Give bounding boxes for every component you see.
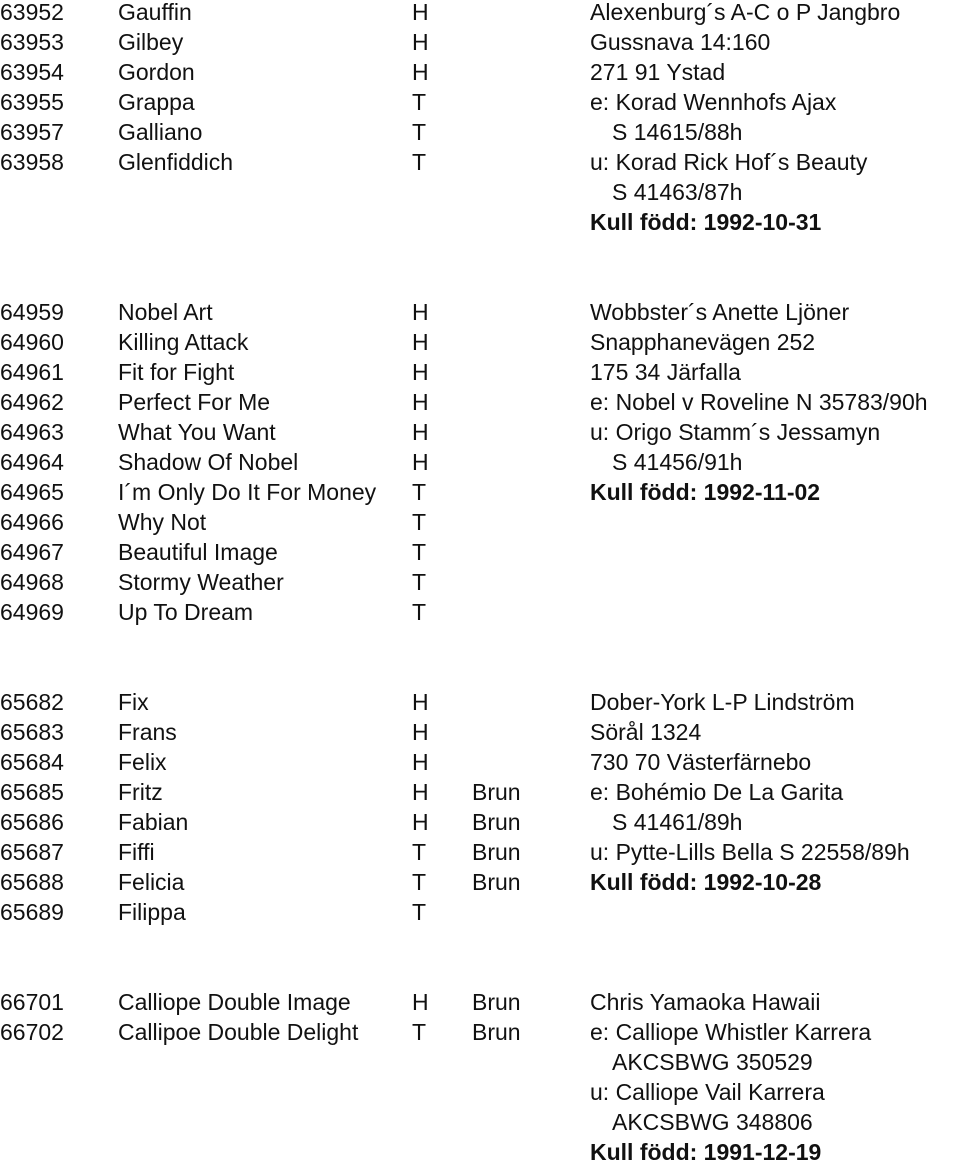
sire-registration: S 14615/88h (612, 119, 743, 145)
sire-info: e: Korad Wennhofs Ajax (590, 89, 837, 115)
sex: H (412, 0, 429, 25)
table-row (0, 987, 960, 1017)
table-row (0, 1137, 960, 1167)
registration-number: 63957 (0, 119, 64, 145)
registration-number: 65686 (0, 809, 64, 835)
litter-birth-date: Kull född: 1992-10-31 (590, 209, 822, 235)
registration-number: 65682 (0, 689, 64, 715)
table-row (0, 507, 960, 537)
litter-block (0, 687, 960, 927)
coat-color: Brun (472, 1019, 521, 1045)
table-row (0, 867, 960, 897)
table-row (0, 567, 960, 597)
table-row (0, 27, 960, 57)
sex: T (412, 149, 427, 175)
dog-name: Grappa (118, 89, 195, 115)
registration-number: 63958 (0, 149, 64, 175)
dog-name: Fit for Fight (118, 359, 235, 385)
coat-color: Brun (472, 989, 521, 1015)
dog-name: I´m Only Do It For Money (118, 479, 377, 505)
registration-number: 65683 (0, 719, 64, 745)
registration-number: 64965 (0, 479, 64, 505)
dam-registration: S 41456/91h (612, 449, 743, 475)
sex: H (412, 719, 429, 745)
dog-name: Galliano (118, 119, 203, 145)
table-row (0, 387, 960, 417)
table-row (0, 207, 960, 237)
sire-info: e: Calliope Whistler Karrera (590, 1019, 872, 1045)
table-row (0, 57, 960, 87)
dog-name: Callipoe Double Delight (118, 1019, 359, 1045)
litter-block (0, 0, 960, 237)
registration-number: 66701 (0, 989, 64, 1015)
sire-info: e: Nobel v Roveline N 35783/90h (590, 389, 928, 415)
dog-name: Perfect For Me (118, 389, 271, 415)
dog-name: Filippa (118, 899, 186, 925)
table-row (0, 117, 960, 147)
sex: H (412, 359, 429, 385)
sex: T (412, 479, 427, 505)
table-row (0, 477, 960, 507)
registration-number: 64964 (0, 449, 64, 475)
registration-number: 63954 (0, 59, 64, 85)
coat-color: Brun (472, 839, 521, 865)
registration-number: 64960 (0, 329, 64, 355)
table-row (0, 807, 960, 837)
table-row (0, 717, 960, 747)
dog-name: What You Want (118, 419, 276, 445)
sex: T (412, 869, 427, 895)
table-row (0, 897, 960, 927)
dog-name: Stormy Weather (118, 569, 284, 595)
registration-number: 64962 (0, 389, 64, 415)
registration-number: 64959 (0, 299, 64, 325)
registration-number: 64963 (0, 419, 64, 445)
dog-name: Nobel Art (118, 299, 213, 325)
sex: T (412, 569, 427, 595)
registration-number: 63953 (0, 29, 64, 55)
sire-info: e: Bohémio De La Garita (590, 779, 844, 805)
dog-name: Shadow Of Nobel (118, 449, 299, 475)
dam-info: u: Pytte-Lills Bella S 22558/89h (590, 839, 910, 865)
dog-name: Felicia (118, 869, 185, 895)
coat-color: Brun (472, 809, 521, 835)
sex: H (412, 779, 429, 805)
coat-color: Brun (472, 869, 521, 895)
dog-name: Calliope Double Image (118, 989, 351, 1015)
litter-info: Gussnava 14:160 (590, 29, 771, 55)
litter-info: Alexenburg´s A-C o P Jangbro (590, 0, 901, 25)
registration-number: 64966 (0, 509, 64, 535)
dog-name: Fiffi (118, 839, 155, 865)
dam-registration: S 41463/87h (612, 179, 743, 205)
sex: H (412, 29, 429, 55)
registration-number: 63952 (0, 0, 64, 25)
dog-name: Fabian (118, 809, 189, 835)
sex: T (412, 119, 427, 145)
dog-name: Felix (118, 749, 167, 775)
registration-number: 65688 (0, 869, 64, 895)
table-row (0, 747, 960, 777)
litter-birth-date: Kull född: 1992-11-02 (590, 479, 821, 505)
sex: H (412, 989, 429, 1015)
table-row (0, 327, 960, 357)
sex: T (412, 599, 427, 625)
table-row (0, 597, 960, 627)
table-row (0, 1077, 960, 1107)
dog-name: Gilbey (118, 29, 184, 55)
sex: T (412, 1019, 427, 1045)
litter-info: Snapphanevägen 252 (590, 329, 816, 355)
dog-name: Gauffin (118, 0, 192, 25)
dam-info: u: Calliope Vail Karrera (590, 1079, 825, 1105)
sex: H (412, 749, 429, 775)
sex: H (412, 449, 429, 475)
dog-name: Fix (118, 689, 149, 715)
dog-name: Killing Attack (118, 329, 249, 355)
sire-registration: S 41461/89h (612, 809, 743, 835)
table-row (0, 1107, 960, 1137)
registration-number: 64969 (0, 599, 64, 625)
table-row (0, 1017, 960, 1047)
registration-number: 65687 (0, 839, 64, 865)
litter-info: 271 91 Ystad (590, 59, 726, 85)
registration-number: 65684 (0, 749, 64, 775)
litter-info: 730 70 Västerfärnebo (590, 749, 812, 775)
table-row (0, 777, 960, 807)
litter-block (0, 297, 960, 627)
table-row (0, 177, 960, 207)
litter-info: Dober-York L-P Lindström (590, 689, 855, 715)
table-row (0, 1047, 960, 1077)
sex: H (412, 299, 429, 325)
registration-number: 64961 (0, 359, 64, 385)
sex: H (412, 689, 429, 715)
sex: T (412, 839, 427, 865)
table-row (0, 297, 960, 327)
sex: T (412, 899, 427, 925)
litter-info: Sörål 1324 (590, 719, 702, 745)
table-row (0, 0, 960, 27)
dog-name: Frans (118, 719, 177, 745)
table-row (0, 87, 960, 117)
registration-number: 65685 (0, 779, 64, 805)
sire-registration: AKCSBWG 350529 (612, 1049, 813, 1075)
dam-info: u: Origo Stamm´s Jessamyn (590, 419, 881, 445)
sex: H (412, 389, 429, 415)
sex: H (412, 59, 429, 85)
dam-registration: AKCSBWG 348806 (612, 1109, 813, 1135)
registration-number: 66702 (0, 1019, 64, 1045)
litter-info: 175 34 Järfalla (590, 359, 741, 385)
litter-block (0, 987, 960, 1167)
table-row (0, 147, 960, 177)
registration-number: 64967 (0, 539, 64, 565)
registration-number: 64968 (0, 569, 64, 595)
table-row (0, 447, 960, 477)
sex: H (412, 809, 429, 835)
dog-name: Glenfiddich (118, 149, 234, 175)
table-row (0, 357, 960, 387)
dog-name: Beautiful Image (118, 539, 278, 565)
table-row (0, 837, 960, 867)
table-row (0, 537, 960, 567)
dog-name: Gordon (118, 59, 195, 85)
dog-name: Fritz (118, 779, 163, 805)
dam-info: u: Korad Rick Hof´s Beauty (590, 149, 868, 175)
coat-color: Brun (472, 779, 521, 805)
litter-info: Chris Yamaoka Hawaii (590, 989, 821, 1015)
table-row (0, 417, 960, 447)
dog-name: Up To Dream (118, 599, 254, 625)
litter-birth-date: Kull född: 1992-10-28 (590, 869, 822, 895)
dog-name: Why Not (118, 509, 207, 535)
sex: H (412, 419, 429, 445)
sex: H (412, 329, 429, 355)
sex: T (412, 89, 427, 115)
registration-number: 63955 (0, 89, 64, 115)
sex: T (412, 539, 427, 565)
sex: T (412, 509, 427, 535)
litter-info: Wobbster´s Anette Ljöner (590, 299, 850, 325)
table-row (0, 687, 960, 717)
litter-birth-date: Kull född: 1991-12-19 (590, 1139, 822, 1165)
registration-number: 65689 (0, 899, 64, 925)
